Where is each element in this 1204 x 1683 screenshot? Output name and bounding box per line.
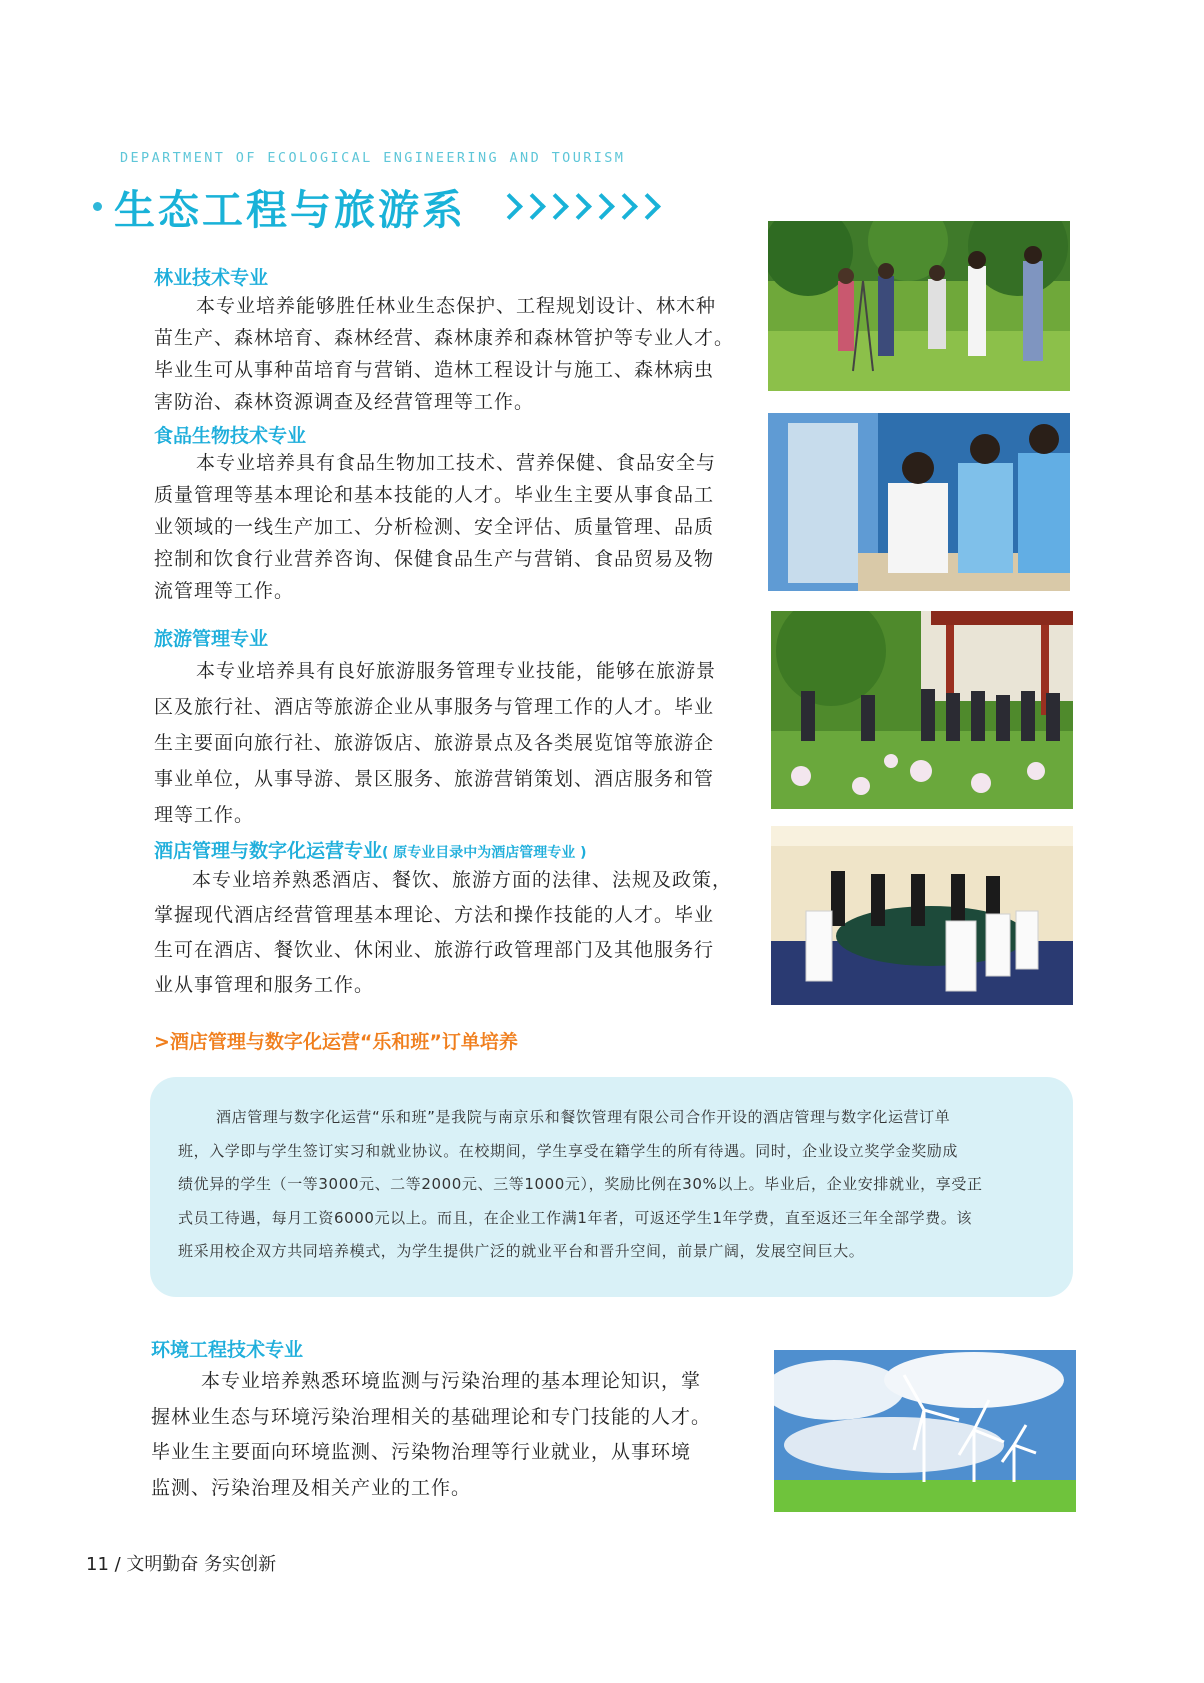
body-line: 事业单位，从事导游、景区服务、旅游营销策划、酒店服务和管 [154,768,715,790]
body-line: 班采用校企双方共同培养模式，为学生提供广泛的就业平台和晋升空间，前景广阔，发展空间巨大。 [178,1242,865,1260]
order-class-title: >酒店管理与数字化运营“乐和班”订单培养 [154,1031,518,1053]
section-title-hotel [154,836,587,863]
body-line: 害防治、森林资源调查及经营管理等工作。 [154,391,535,413]
section-title-food-biotech: 食品生物技术专业 [154,425,307,447]
body-line: 本专业培养具有食品生物加工技术、营养保健、食品安全与 [196,452,717,474]
section-title-hotel-main: 酒店管理与数字化运营专业 [154,840,383,862]
body-line: 本专业培养熟悉环境监测与污染治理的基本理论知识，掌 [201,1370,702,1392]
department-heading [93,176,661,236]
section-title-hotel-note: ( 原专业目录中为酒店管理专业 ) [382,845,587,861]
section-body-environment [151,1364,711,1506]
body-line: 流管理等工作。 [154,580,295,602]
section-title-environment: 环境工程技术专业 [151,1339,304,1361]
order-class-body [178,1101,983,1269]
body-line: 控制和饮食行业营养咨询、保健食品生产与营销、食品贸易及物 [154,548,715,570]
body-line: 业领域的一线生产加工、分析检测、安全评估、质量管理、品质 [154,516,715,538]
bullet-dot-icon [93,202,102,211]
body-line: 绩优异的学生（一等3000元、二等2000元、三等1000元），奖励比例在30%以上。毕业后，企业安排就业，享受正 [178,1175,983,1193]
chevrons-icon [500,197,661,216]
department-english-name: DEPARTMENT OF ECOLOGICAL ENGINEERING AND TOURISM [120,150,626,166]
body-line: 质量管理等基本理论和基本技能的人才。毕业生主要从事食品工 [154,484,715,506]
hotel-dining-photo [771,826,1073,1005]
body-line: 掌握现代酒店经营管理基本理论、方法和操作技能的人才。毕业 [154,904,715,926]
wind-turbine-photo [774,1350,1076,1512]
page-footer: 11 / 文明勤奋 务实创新 [86,1554,277,1575]
section-body-food-biotech [154,447,716,607]
body-line: 监测、污染治理及相关产业的工作。 [151,1476,472,1499]
section-body-forestry [154,290,734,418]
body-line: 区及旅行社、酒店等旅游企业从事服务与管理工作的人才。毕业 [154,696,715,718]
section-title-forestry: 林业技术专业 [154,267,269,289]
body-line: 生主要面向旅行社、旅游饭店、旅游景点及各类展览馆等旅游企 [154,732,715,754]
department-chinese-name: 生态工程与旅游系 [114,185,466,234]
section-title-tourism: 旅游管理专业 [154,628,269,650]
body-line: 生可在酒店、餐饮业、休闲业、旅游行政管理部门及其他服务行 [154,939,715,961]
body-line: 握林业生态与环境污染治理相关的基础理论和专门技能的人才。 [151,1405,712,1428]
body-line: 本专业培养具有良好旅游服务管理专业技能，能够在旅游景 [196,660,717,682]
body-line: 本专业培养能够胜任林业生态保护、工程规划设计、林木种 [196,295,717,317]
section-body-tourism [154,653,716,833]
section-body-hotel [154,863,732,1003]
body-line: 毕业生主要面向环境监测、污染物治理等行业就业，从事环境 [151,1441,692,1463]
body-line: 毕业生可从事种苗培育与营销、造林工程设计与施工、森林病虫 [154,359,715,381]
body-line: 苗生产、森林培育、森林经营、森林康养和森林管护等专业人才。 [154,327,735,349]
body-line: 理等工作。 [154,804,255,826]
body-line: 业从事管理和服务工作。 [154,974,375,996]
tourism-garden-photo [771,611,1073,809]
food-lab-photo [768,413,1070,591]
body-line: 班，入学即与学生签订实习和就业协议。在校期间，学生享受在籍学生的所有待遇。同时，企业设立奖学金奖励成 [178,1141,959,1160]
body-line: 本专业培养熟悉酒店、餐饮、旅游方面的法律、法规及政策， [192,869,733,891]
body-line: 式员工待遇，每月工资6000元以上。而且，在企业工作满1年者，可返还学生1年学费，直至返还三年全部学费。该 [178,1208,973,1227]
body-line: 酒店管理与数字化运营“乐和班”是我院与南京乐和餐饮管理有限公司合作开设的酒店管理与数字化运营订单 [216,1108,951,1126]
forestry-photo [768,221,1070,391]
